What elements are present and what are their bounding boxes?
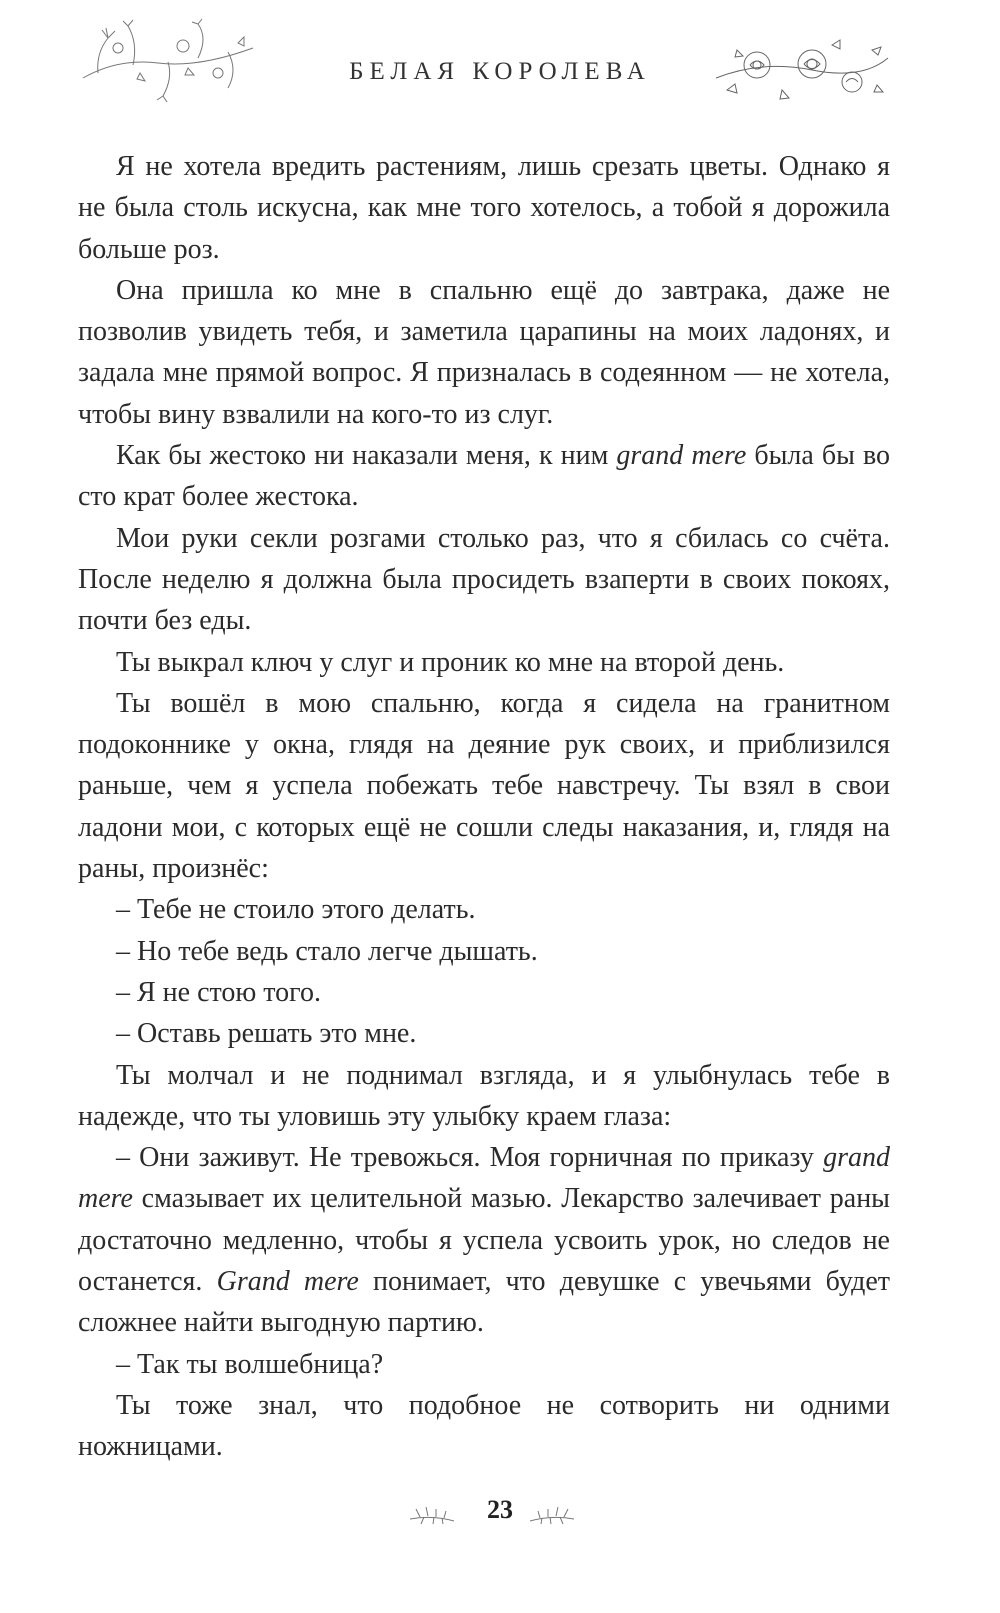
paragraph [78, 146, 890, 270]
paragraph [78, 518, 890, 642]
text-run: – Но тебе ведь стало легче дышать. [116, 935, 538, 967]
text-run: – Тебе не стоило этого делать. [116, 894, 476, 926]
rose-branch-icon [712, 30, 890, 110]
text-run: Ты молчал и не поднимал взгляда, и я улыбнулась тебе в надежде, что ты уловишь эту улыбку краем глаза: [78, 1059, 890, 1132]
paragraph [78, 1385, 890, 1468]
text-run: Мои руки секли розгами столько раз, что я сбилась со счёта. После неделю я должна была просидеть взаперти в своих покоях, почти без еды. [78, 522, 890, 637]
paragraph [78, 1137, 890, 1343]
running-title: БЕЛАЯ КОРОЛЕВА [349, 58, 651, 85]
page-header [0, 0, 1000, 120]
paragraph [78, 435, 890, 518]
paragraph [78, 270, 890, 435]
paragraph [78, 1344, 890, 1385]
paragraph [78, 1055, 890, 1138]
paragraph [78, 889, 890, 930]
paragraph [78, 642, 890, 683]
italic-phrase: grand mere [78, 1142, 890, 1215]
text-run: была бы во сто крат более жестока. [78, 440, 890, 513]
body-text [78, 146, 890, 1468]
text-run: – Так ты волшебница? [116, 1348, 384, 1380]
text-run: Она пришла ко мне в спальню ещё до завтрака, даже не позволив увидеть тебя, и заметила царапины на моих ладонях, и задала мне прямой вопрос. Я призналась в содеянном — не хотела, чтобы вину взвалили на кого-то из слуг. [78, 274, 890, 430]
text-run: – Они заживут. Не тревожься. Моя горничная по приказу [116, 1142, 824, 1174]
text-run: понимает, что девушке с увечьями будет сложнее найти выгодную партию. [78, 1266, 890, 1339]
paragraph [78, 972, 890, 1013]
paragraph [78, 1013, 890, 1054]
text-run: Как бы жестоко ни наказали меня, к ним [116, 440, 617, 472]
leaf-sprig-icon [528, 1499, 576, 1529]
page-number: 23 [487, 1495, 513, 1524]
text-run: Ты вошёл в мою спальню, когда я сидела на гранитном подоконнике у окна, глядя на деяние рук своих, и приблизился раньше, чем я успела побежать тебе навстречу. Ты взял в свои ладони мои, с которых ещё не сошли следы наказания, и, глядя на раны, произнёс: [78, 687, 890, 885]
italic-phrase: Grand mere [216, 1266, 359, 1298]
text-run: Ты тоже знал, что подобное не сотворить ни одними ножницами. [78, 1389, 890, 1463]
text-run: Ты выкрал ключ у слуг и проник ко мне на второй день. [116, 646, 785, 678]
text-run: – Я не стою того. [116, 976, 321, 1008]
text-run: смазывает их целительной мазью. Лекарство залечивает раны достаточно медленно, чтобы я успела усвоить урок, но следов не останется. [78, 1183, 890, 1298]
paragraph [78, 683, 890, 889]
paragraph [78, 931, 890, 972]
page-footer [0, 1495, 1000, 1535]
text-run: – Оставь решать это мне. [116, 1018, 417, 1050]
text-run: Я не хотела вредить растениям, лишь срезать цветы. Однако я не была столь искусна, как мне того хотелось, а тобой я дорожила больше роз. [78, 151, 890, 265]
italic-phrase: grand mere [616, 440, 747, 472]
